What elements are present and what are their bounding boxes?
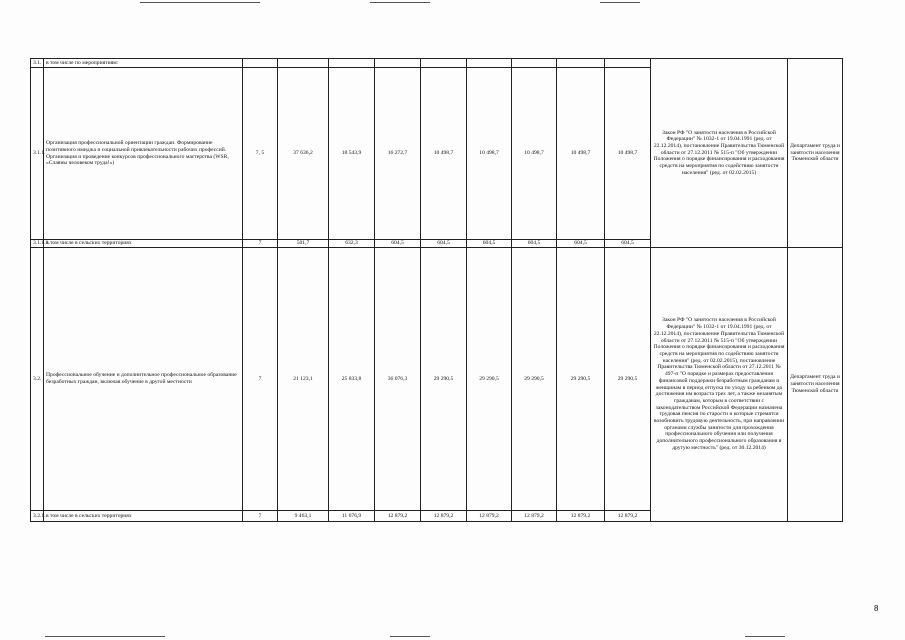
- row-code: 7: [243, 511, 278, 522]
- row-value-1: 37 636,2: [278, 68, 329, 240]
- row-value-5: 10 498,7: [467, 68, 512, 240]
- row-name: в том числе в сельских территориях: [44, 511, 243, 522]
- row-value-4: 604,5: [421, 240, 467, 248]
- row-value-1: [278, 59, 329, 68]
- row-value-3: 16 272,7: [375, 68, 421, 240]
- row-value-2: [329, 59, 375, 68]
- row-value-7: 604,5: [557, 240, 605, 248]
- executor-2: Департамент труда и занятости населения Тюменской области: [788, 248, 843, 522]
- row-value-7: [557, 59, 605, 68]
- row-value-5: 29 290,5: [467, 248, 512, 511]
- row-value-7: 12 879,2: [557, 511, 605, 522]
- row-code: 7, 5: [243, 68, 278, 240]
- scan-edge-top-3: [600, 2, 640, 3]
- scan-edge-bottom-2: [390, 636, 430, 637]
- row-value-7: 10 498,7: [557, 68, 605, 240]
- scan-edge-bottom-3: [745, 636, 785, 637]
- row-value-5: 12 879,2: [467, 511, 512, 522]
- row-value-6: 10 498,7: [512, 68, 557, 240]
- row-number: 3.1.1.: [31, 68, 44, 240]
- row-value-4: 10 498,7: [421, 68, 467, 240]
- row-value-6: 604,5: [512, 240, 557, 248]
- row-value-8: 29 290,5: [605, 248, 651, 511]
- scan-edge-bottom-1: [45, 636, 165, 637]
- row-number: 3.2.: [31, 248, 44, 511]
- program-table: [30, 58, 843, 522]
- row-code: 7: [243, 248, 278, 511]
- row-value-3: 604,5: [375, 240, 421, 248]
- row-name: Профессиональное обучение и дополнительное профессиональное образование безработных граждан, включая обучение в другой местности: [44, 248, 243, 511]
- row-value-1: 21 123,1: [278, 248, 329, 511]
- row-code: 7: [243, 240, 278, 248]
- row-value-4: [421, 59, 467, 68]
- row-number: 3.1.1.1.: [31, 240, 44, 248]
- row-value-4: 29 290,5: [421, 248, 467, 511]
- row-value-2: 11 676,9: [329, 511, 375, 522]
- page-number: 8: [874, 604, 879, 613]
- row-name: в том числе по мероприятиям:: [44, 59, 243, 68]
- row-number: 3.2.1.: [31, 511, 44, 522]
- table-row: [31, 248, 843, 511]
- row-value-8: 12 879,2: [605, 511, 651, 522]
- row-value-7: 29 290,5: [557, 248, 605, 511]
- row-value-3: [375, 59, 421, 68]
- row-value-2: 632,3: [329, 240, 375, 248]
- row-value-3: 36 076,3: [375, 248, 421, 511]
- row-value-8: 604,5: [605, 240, 651, 248]
- row-value-5: 604,5: [467, 240, 512, 248]
- legal-basis-2: Закон РФ "О занятости населения в Российской Федерации" № 1032-1 от 19.04.1991 (ред. от 22.12.2014), постановление Правительства Тюменской области от 27.12.2011 № 515-п "Об утверждении Положения о порядке финансирования и расходования средств на мероприятия по содействию занятости населения" (ред. от 02.02.2015), постановление Правительства Тюменской области от 27.12.2011 № 497-п "О порядке и размерах предоставления финансовой поддержки безработным гражданам и женщинам в период отпуска по уходу за ребенком до достижения им возраста трех лет, а также незанятым гражданам, которым в соответствии с законодательством Российской Федерации назначена трудовая пенсия по старости и которые стремятся возобновить трудовую деятельность, при направлении органами службы занятости для прохождения профессионального обучения или получения дополнительного профессионального образования в другую местность" (ред. от 30.12.2014): [651, 248, 788, 522]
- executor-1: Департамент труда и занятости населения Тюменской области: [788, 59, 843, 248]
- row-value-2: 25 833,8: [329, 248, 375, 511]
- scan-edge-top-2: [370, 2, 430, 3]
- legal-basis-1: Закон РФ "О занятости населения в Российской Федерации" № 1032-1 от 19.04.1991 (ред. от 22.12.2014), постановление Правительства Тюменской области от 27.12.2011 № 515-п "Об утверждении Положения о порядке финансирования и расходования средств на мероприятия по содействию занятости населения" (ред. от 02.02.2015): [651, 59, 788, 248]
- row-value-8: 10 498,7: [605, 68, 651, 240]
- table-row: [31, 59, 843, 68]
- row-value-8: [605, 59, 651, 68]
- row-name: Организация профессиональной ориентации граждан. Формирование позитивного имиджа и социальной привлекательности рабочих профессий. Организация и проведение конкурсов профессионального мастерства (WSR, «Славны человеком труда!»): [44, 68, 243, 240]
- row-value-3: 12 879,2: [375, 511, 421, 522]
- row-value-4: 12 879,2: [421, 511, 467, 522]
- row-value-1: 9 463,1: [278, 511, 329, 522]
- row-code: [243, 59, 278, 68]
- scan-edge-top-1: [140, 2, 260, 3]
- row-value-6: [512, 59, 557, 68]
- row-value-6: 12 879,2: [512, 511, 557, 522]
- row-name: в том числе в сельских территориях: [44, 240, 243, 248]
- row-value-6: 29 290,5: [512, 248, 557, 511]
- row-number: 3.1.: [31, 59, 44, 68]
- row-value-2: 18 543,9: [329, 68, 375, 240]
- row-value-5: [467, 59, 512, 68]
- row-value-1: 501,7: [278, 240, 329, 248]
